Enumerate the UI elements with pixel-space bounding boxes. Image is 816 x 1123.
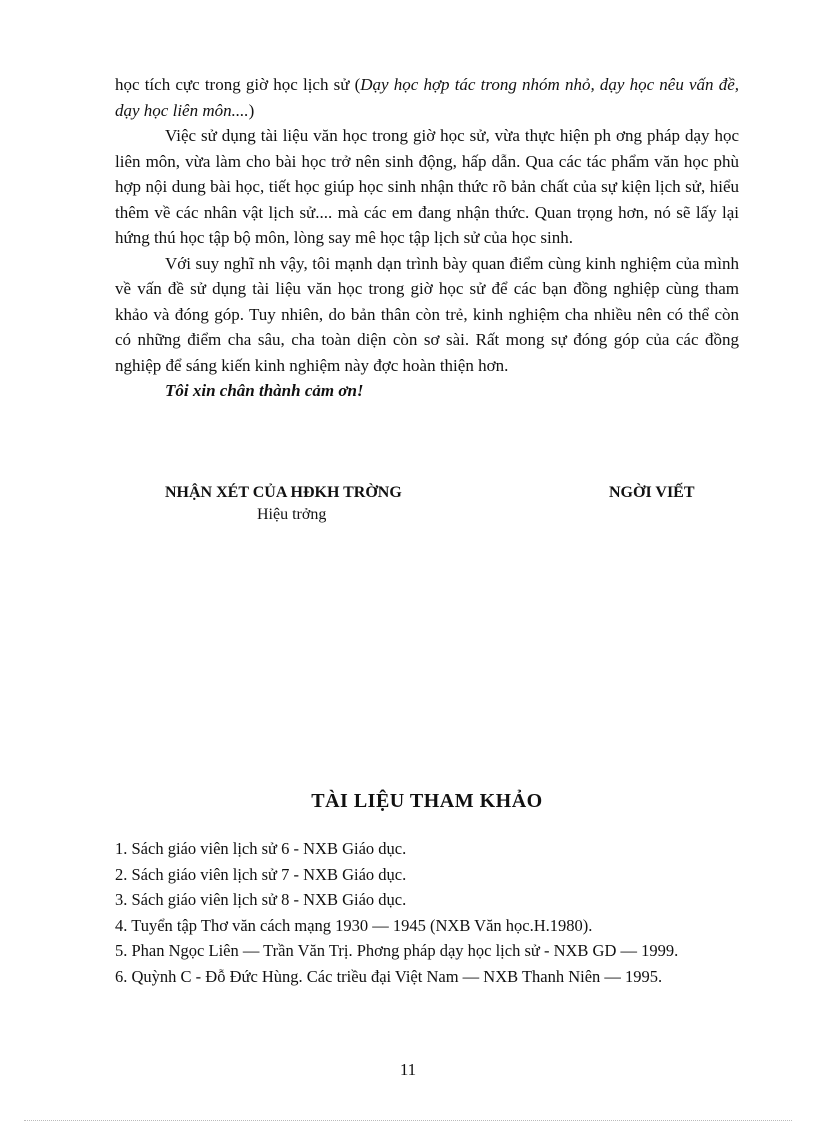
reviewer-title: NHẬN XÉT CỦA HĐKH TRỜNG bbox=[165, 484, 402, 501]
reference-item: 1. Sách giáo viên lịch sử 6 - NXB Giáo dục. bbox=[115, 839, 407, 858]
thanks-line: Tôi xin chân thành cảm ơn! bbox=[165, 381, 364, 400]
paragraph-intro-continuation bbox=[115, 72, 739, 123]
principal-label: Hiệu trởng bbox=[257, 506, 327, 523]
references-list bbox=[115, 836, 739, 989]
intro-text: học tích cực trong giờ học lịch sử ( bbox=[115, 75, 361, 94]
paragraph-experience: Với suy nghĩ nh vậy, tôi mạnh dạn trình bày quan điểm cùng kinh nghiệm của mình về vấn đề sử dụng tài liệu văn học trong giờ học sử để các bạn đồng nghiệp cùng tham khảo và đóng góp. Tuy nhiên, do bản thân còn trẻ, kinh nghiệm cha nhiều nên có thể còn có những điểm cha sâu, cha toàn diện còn sơ sài. Rất mong sự đóng góp của các đồng nghiệp để sáng kiến kinh nghiệm này đợc hoàn thiện hơn. bbox=[115, 253, 739, 375]
intro-italic-text: Dạy học hợp tác trong nhóm nhỏ, dạy học nêu vấn đề, dạy học liên môn.... bbox=[115, 75, 740, 120]
reference-item: 5. Phan Ngọc Liên — Trần Văn Trị. Phơng pháp dạy học lịch sử - NXB GD — 1999. bbox=[115, 941, 679, 960]
reference-item: 3. Sách giáo viên lịch sử 8 - NXB Giáo dục. bbox=[115, 890, 407, 909]
page-bottom-divider bbox=[24, 1120, 792, 1121]
reference-item: 2. Sách giáo viên lịch sử 7 - NXB Giáo dục. bbox=[115, 864, 407, 884]
reference-item: 6. Quỳnh C - Đỗ Đức Hùng. Các triều đại Việt Nam — NXB Thanh Niên — 1995. bbox=[115, 966, 663, 986]
references-title: TÀI LIỆU THAM KHẢO bbox=[311, 790, 543, 812]
document-body bbox=[115, 72, 740, 986]
reference-item: 4. Tuyển tập Thơ văn cách mạng 1930 — 1945 (NXB Văn học.H.1980). bbox=[115, 915, 593, 935]
author-title: NGỜI VIẾT bbox=[609, 484, 695, 501]
page-number: 11 bbox=[399, 1060, 417, 1079]
paragraph-literature-use: Việc sử dụng tài liệu văn học trong giờ học sử, vừa thực hiện ph ơng pháp dạy học liên môn, vừa làm cho bài học trở nên sinh động, hấp dẫn. Qua các tác phẩm văn học phù hợp nội dung bài học, tiết học giúp học sinh nhận thức rõ bản chất của sự kiện lịch sử, hiểu thêm về các nhân vật lịch sử.... mà các em đang nhận thức. Quan trọng hơn, nó sẽ lấy lại hứng thú học tập bộ môn, lòng say mê học tập lịch sử của học sinh. bbox=[115, 126, 739, 247]
intro-closing-paren: ) bbox=[248, 100, 255, 120]
